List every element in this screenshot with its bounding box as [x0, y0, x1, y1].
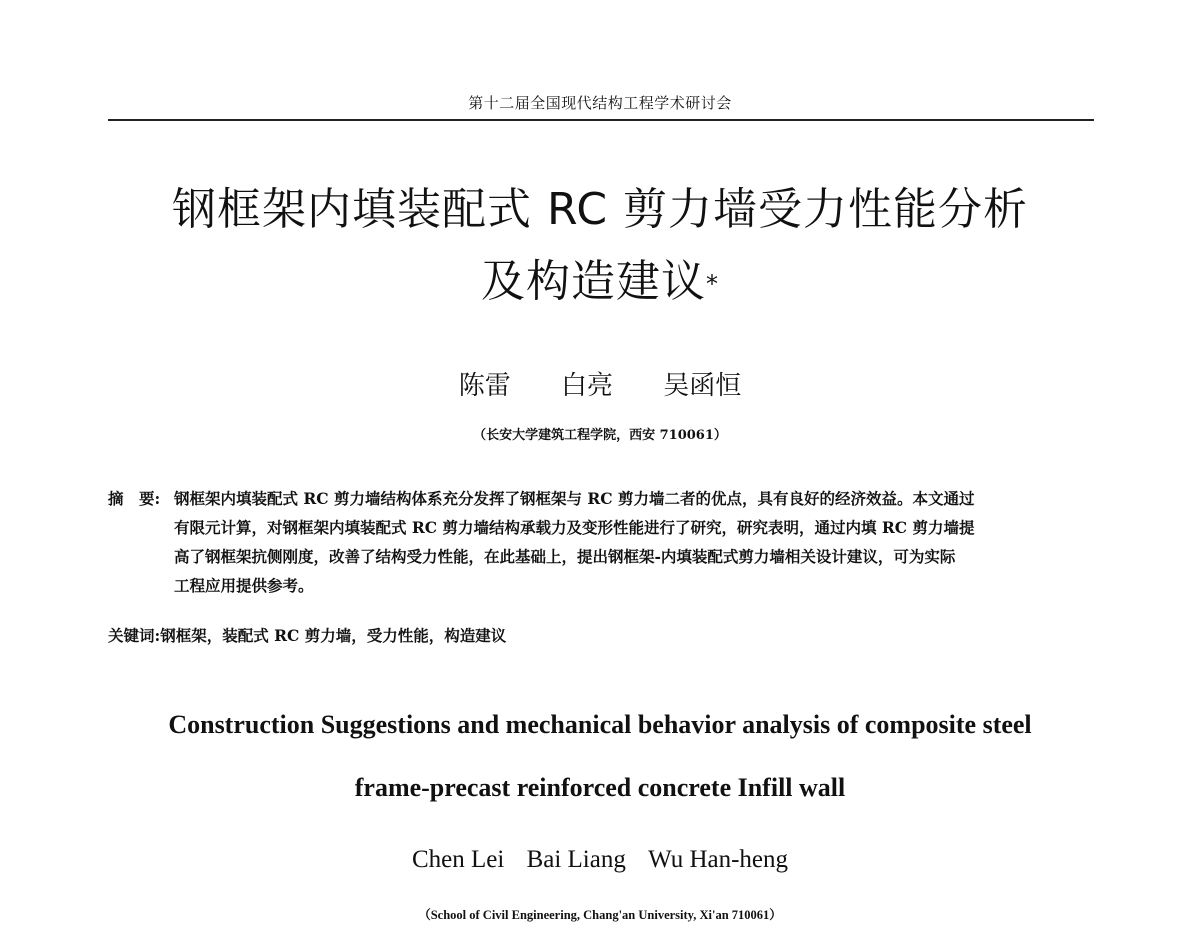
abstract-cn: [108, 484, 1108, 600]
conference-header: 第十二届全国现代结构工程学术研讨会: [468, 94, 732, 112]
author-en-1: Chen Lei: [411, 846, 505, 873]
affiliation-en: （School of Civil Engineering, Chang'an University, Xi'an 710061）: [418, 908, 782, 922]
title-cn-line2-wrap: [0, 256, 1200, 308]
keywords-cn: [108, 624, 506, 646]
abstract-line-2: 有限元计算，对钢框架内填装配式 RC 剪力墙结构承载力及变形性能进行了研究，研究表明，通过内填 RC 剪力墙提: [174, 518, 975, 537]
abstract-line-3: 高了钢框架抗侧刚度，改善了结构受力性能，在此基础上，提出钢框架-内填装配式剪力墙相关设计建议，可为实际: [174, 547, 956, 566]
authors-en: [0, 846, 1200, 874]
author-cn-3: 吴函恒: [663, 371, 742, 401]
title-cn-line1: 钢框架内填装配式 RC 剪力墙受力性能分析: [171, 184, 1029, 235]
title-en-line1: Construction Suggestions and mechanical behavior analysis of composite steel: [168, 710, 1032, 739]
abstract-label: 摘 要:: [108, 489, 161, 508]
header-rule: [108, 119, 1094, 121]
author-cn-2: 白亮: [560, 371, 613, 401]
title-footnote-mark: *: [706, 270, 719, 298]
title-en-line2: frame-precast reinforced concrete Infill wall: [354, 773, 846, 802]
abstract-line-4: 工程应用提供参考。: [174, 576, 314, 595]
keywords-text: 钢框架，装配式 RC 剪力墙，受力性能，构造建议: [160, 626, 507, 645]
affiliation-cn: （长安大学建筑工程学院，西安 710061）: [473, 428, 727, 443]
abstract-line-1: 钢框架内填装配式 RC 剪力墙结构体系充分发挥了钢框架与 RC 剪力墙二者的优点，具有良好的经济效益。本文通过: [174, 489, 975, 508]
author-en-2: Bai Liang: [526, 846, 626, 873]
title-cn-line2: 及构造建议: [481, 256, 706, 307]
author-en-3: Wu Han-heng: [648, 846, 789, 873]
authors-cn: [0, 365, 1200, 402]
abstract-body: [174, 484, 1108, 600]
author-cn-1: 陈雷: [458, 371, 511, 401]
keywords-label: 关键词:: [108, 626, 161, 645]
